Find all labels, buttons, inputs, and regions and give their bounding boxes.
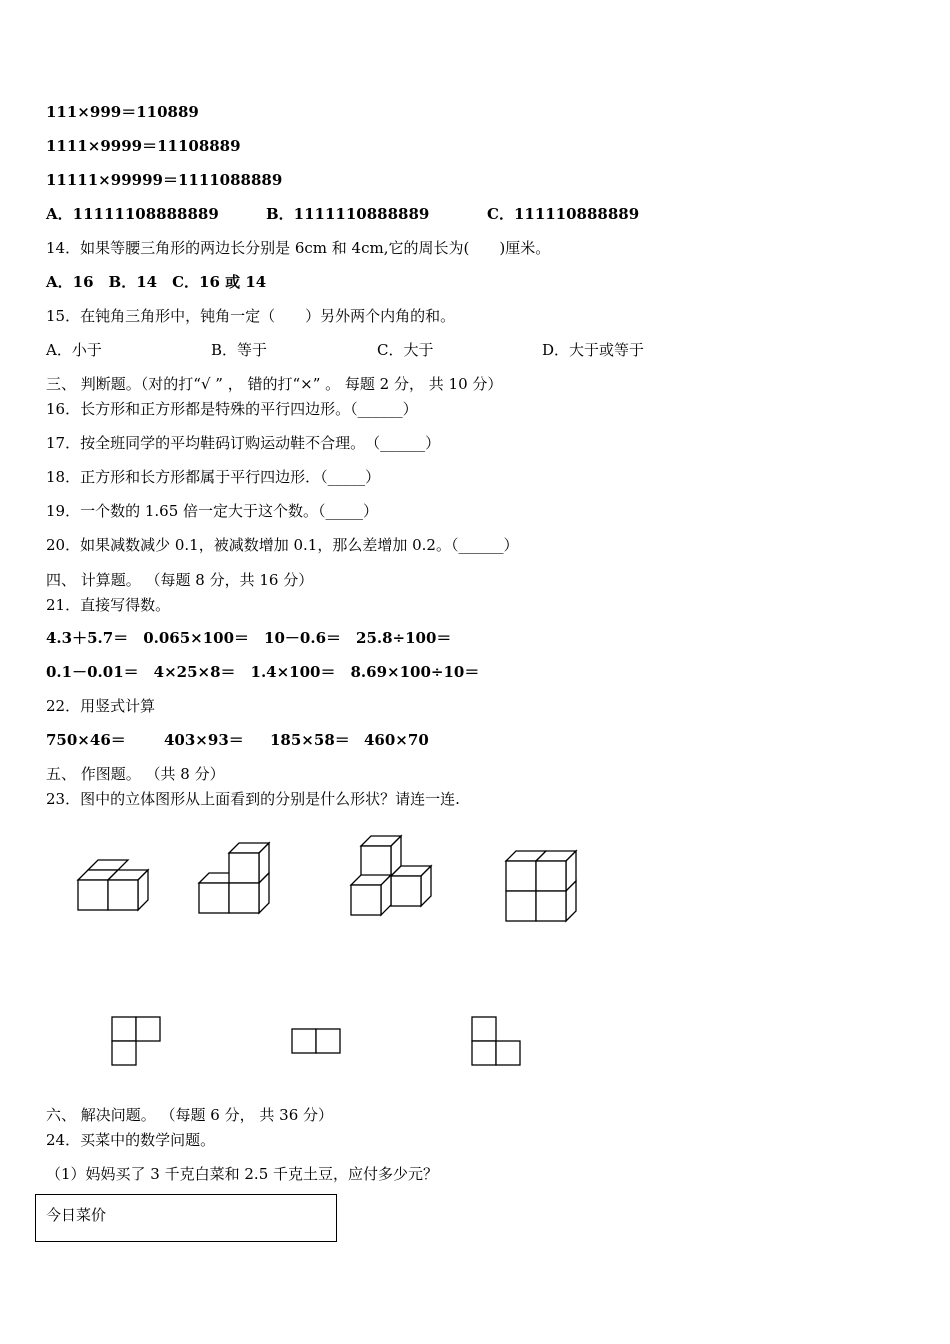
q22-expr-3: 185×58＝: [270, 731, 350, 749]
section6-title: 六、 解决问题。 （每题 6 分， 共 36 分）: [46, 1106, 334, 1124]
top-view-1: [110, 1015, 166, 1069]
q22-stem: 22．用竖式计算: [46, 697, 156, 715]
pattern-line-2: 1111×9999＝11108889: [46, 137, 241, 155]
q18: 18．正方形和长方形都属于平行四边形．（_____）: [46, 468, 381, 486]
q19: 19．一个数的 1.65 倍一定大于这个数。（_____）: [46, 502, 379, 520]
q17: 17．按全班同学的平均鞋码订购运动鞋不合理。 （______）: [46, 434, 441, 452]
q22-expr-1: 750×46＝: [46, 731, 126, 749]
q24-stem: 24．买菜中的数学问题。: [46, 1131, 216, 1149]
q21-row-2: 0.1－0.01＝ 4×25×8＝ 1.4×100＝ 8.69×100÷10＝: [46, 663, 480, 681]
top-view-2: [290, 1027, 346, 1057]
solid-figure-2: [192, 838, 282, 918]
q20: 20．如果减数减少 0.1，被减数增加 0.1，那么差增加 0.2。（______）: [46, 536, 519, 554]
price-table: [35, 1194, 337, 1242]
q22-expr-2: 403×93＝: [164, 731, 244, 749]
q15-option-d: D．大于或等于: [542, 341, 645, 359]
top-view-3: [470, 1015, 526, 1069]
q21-stem: 21．直接写得数。: [46, 596, 171, 614]
q13-option-a: A．11111108888889: [46, 205, 219, 223]
section3-title: 三、 判断题。（对的打“√ ” ， 错的打“×” 。 每题 2 分， 共 10 分）: [46, 375, 503, 393]
q13-option-b: B．1111110888889: [266, 205, 430, 223]
q14-options: A．16 B．14 C．16 或 14: [46, 273, 267, 291]
q14-stem: 14．如果等腰三角形的两边长分别是 6cm 和 4cm,它的周长为( )厘米。: [46, 239, 551, 257]
q24-sub-1: （1）妈妈买了 3 千克白菜和 2.5 千克土豆，应付多少元？: [46, 1165, 439, 1183]
section4-title: 四、 计算题。 （每题 8 分，共 16 分）: [46, 571, 314, 589]
q21-row-1: 4.3＋5.7＝ 0.065×100＝ 10－0.6＝ 25.8÷100＝: [46, 629, 452, 647]
solid-figure-3: [344, 830, 444, 922]
pattern-line-3: 11111×99999＝1111088889: [46, 171, 283, 189]
q23-stem: 23．图中的立体图形从上面看到的分别是什么形状？请连一连.: [46, 790, 460, 808]
q22-expr-4: 460×70: [364, 731, 429, 749]
section5-title: 五、 作图题。 （共 8 分）: [46, 765, 225, 783]
q15-option-a: A．小于: [46, 341, 102, 359]
solid-figure-1: [70, 850, 160, 920]
q16: 16．长方形和正方形都是特殊的平行四边形。（______）: [46, 400, 418, 418]
q15-option-c: C．大于: [377, 341, 434, 359]
price-table-title: 今日菜价: [46, 1206, 107, 1224]
q15-stem: 15．在钝角三角形中，钝角一定（ ）另外两个内角的和。: [46, 307, 456, 325]
q15-option-b: B．等于: [211, 341, 268, 359]
q13-option-c: C．111110888889: [487, 205, 640, 223]
pattern-line-1: 111×999＝110889: [46, 103, 199, 121]
solid-figure-4: [498, 845, 588, 925]
